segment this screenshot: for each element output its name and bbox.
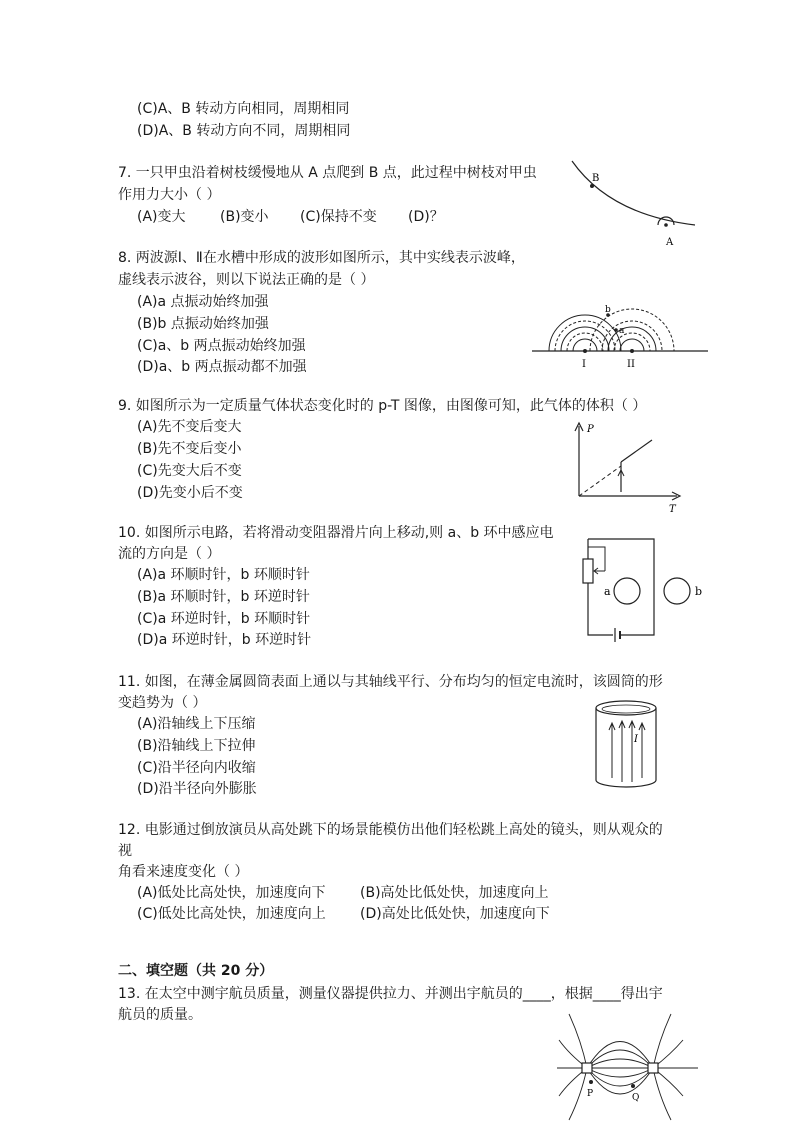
q9-option-c: (C)先变大后不变: [137, 463, 242, 479]
option-c-prev: (C)A、B 转动方向相同，周期相同: [137, 101, 350, 117]
option-d-prev: (D)A、B 转动方向不同，周期相同: [137, 123, 351, 139]
current-arrows: [609, 721, 645, 782]
label-source-1: I: [582, 359, 586, 370]
q8-stem-line1: 8. 两波源Ⅰ、Ⅱ在水槽中形成的波形如图所示，其中实线表示波峰，: [118, 250, 525, 266]
label-source-2: II: [627, 359, 635, 370]
q13-field-figure: [555, 1010, 700, 1122]
q8-wave-figure: [530, 285, 710, 375]
q7-stem-line2: 作用力大小（ ）: [118, 187, 221, 203]
point-p-dot: [589, 1080, 593, 1084]
label-p: P: [587, 424, 594, 435]
q11-stem-line2: 变趋势为（ ）: [118, 695, 207, 711]
q9-option-b: (B)先不变后变小: [137, 441, 242, 457]
q8-stem-line2: 虚线表示波谷，则以下说法正确的是（ ）: [118, 272, 375, 288]
circuit-wire: [588, 539, 654, 635]
q7-stem-line1: 7. 一只甲虫沿着树枝缓慢地从 A 点爬到 B 点，此过程中树枝对甲虫: [118, 165, 537, 181]
q10-stem-line2: 流的方向是（ ）: [118, 546, 221, 562]
label-b: b: [605, 305, 611, 315]
q7-option-c: (C)保持不变: [300, 209, 377, 225]
q11-cylinder-figure: [588, 698, 668, 793]
q10-stem-line1: 10. 如图所示电路，若将滑动变阻器滑片向上移动,则 a、b 环中感应电: [118, 525, 554, 541]
label-b: b: [695, 585, 703, 598]
source-2-troughs: [590, 309, 674, 351]
q10-option-d: (D)a 环逆时针，b 环逆时针: [137, 632, 312, 648]
q12-option-a: (A)低处比高处快，加速度向下: [137, 885, 326, 901]
q8-option-c: (C)a、b 两点振动始终加强: [137, 338, 306, 354]
q8-option-d: (D)a、b 两点振动都不加强: [137, 359, 307, 375]
label-t: T: [669, 504, 676, 515]
q12-stem-line2: 视: [118, 843, 132, 859]
branch-curve: [572, 161, 695, 225]
q11-option-d: (D)沿半径向外膨胀: [137, 781, 257, 797]
source-1-crests: [549, 315, 621, 351]
sloped-segment: [621, 440, 652, 462]
label-a: a: [604, 585, 611, 598]
q12-stem-line3: 角看来速度变化（ ）: [118, 864, 249, 880]
q11-option-c: (C)沿半径向内收缩: [137, 760, 256, 776]
point-a-dot: [614, 328, 618, 332]
source-1-dot: [583, 349, 587, 353]
q9-pt-graph: [565, 418, 685, 516]
rheostat: [583, 559, 593, 583]
ring-b: [664, 578, 690, 604]
q13-stem-line1: 13. 在太空中测宇航员质量，测量仪器提供拉力、并测出宇航员的____，根据____得出宇: [118, 986, 663, 1002]
q12-option-c: (C)低处比高处快，加速度向上: [137, 906, 326, 922]
q10-option-b: (B)a 环顺时针，b 环逆时针: [137, 589, 310, 605]
source-2-dot: [630, 349, 634, 353]
cylinder-bottom: [596, 780, 656, 787]
q10-circuit-figure: [575, 533, 715, 643]
q10-option-c: (C)a 环逆时针，b 环顺时针: [137, 611, 311, 627]
q7-branch-figure: [560, 155, 700, 250]
q12-stem-line1: 12. 电影通过倒放演员从高处跳下的场景能模仿出他们轻松跳上高处的镜头，则从观众的: [118, 822, 663, 838]
label-a: A: [666, 237, 674, 248]
q11-option-b: (B)沿轴线上下拉伸: [137, 738, 256, 754]
charge-left: [582, 1063, 592, 1073]
q9-option-a: (A)先不变后变大: [137, 419, 242, 435]
q11-option-a: (A)沿轴线上下压缩: [137, 716, 256, 732]
dashed-extension: [579, 466, 621, 496]
point-a-dot: [664, 223, 668, 227]
field-lines: [557, 1014, 698, 1120]
label-q: Q: [632, 1093, 640, 1103]
charge-right: [648, 1063, 658, 1073]
label-p: P: [587, 1089, 594, 1099]
q12-option-b: (B)高处比低处快，加速度向上: [360, 885, 549, 901]
q8-option-b: (B)b 点振动始终加强: [137, 316, 269, 332]
q11-stem-line1: 11. 如图，在薄金属圆筒表面上通以与其轴线平行、分布均匀的恒定电流时，该圆筒的形: [118, 674, 663, 690]
q7-option-a: (A)变大: [137, 209, 186, 225]
q7-option-d: (D)？: [408, 209, 444, 225]
q13-stem-line2: 航员的质量。: [118, 1007, 202, 1023]
label-a: a: [619, 326, 625, 336]
q9-option-d: (D)先变小后不变: [137, 485, 243, 501]
ring-a: [614, 578, 640, 604]
label-i: I: [634, 734, 638, 745]
q12-option-d: (D)高处比低处快，加速度向下: [360, 906, 550, 922]
section-2-heading: 二、填空题（共 20 分）: [118, 963, 274, 979]
q8-option-a: (A)a 点振动始终加强: [137, 294, 269, 310]
label-b: B: [592, 173, 600, 184]
point-q-dot: [631, 1084, 635, 1088]
q7-option-b: (B)变小: [220, 209, 269, 225]
point-b-dot: [590, 184, 594, 188]
q10-option-a: (A)a 环顺时针，b 环顺时针: [137, 567, 310, 583]
q9-stem-line1: 9. 如图所示为一定质量气体状态变化时的 p-T 图像，由图像可知，此气体的体积（ ）: [118, 398, 647, 414]
slider-arrow: [594, 568, 605, 574]
